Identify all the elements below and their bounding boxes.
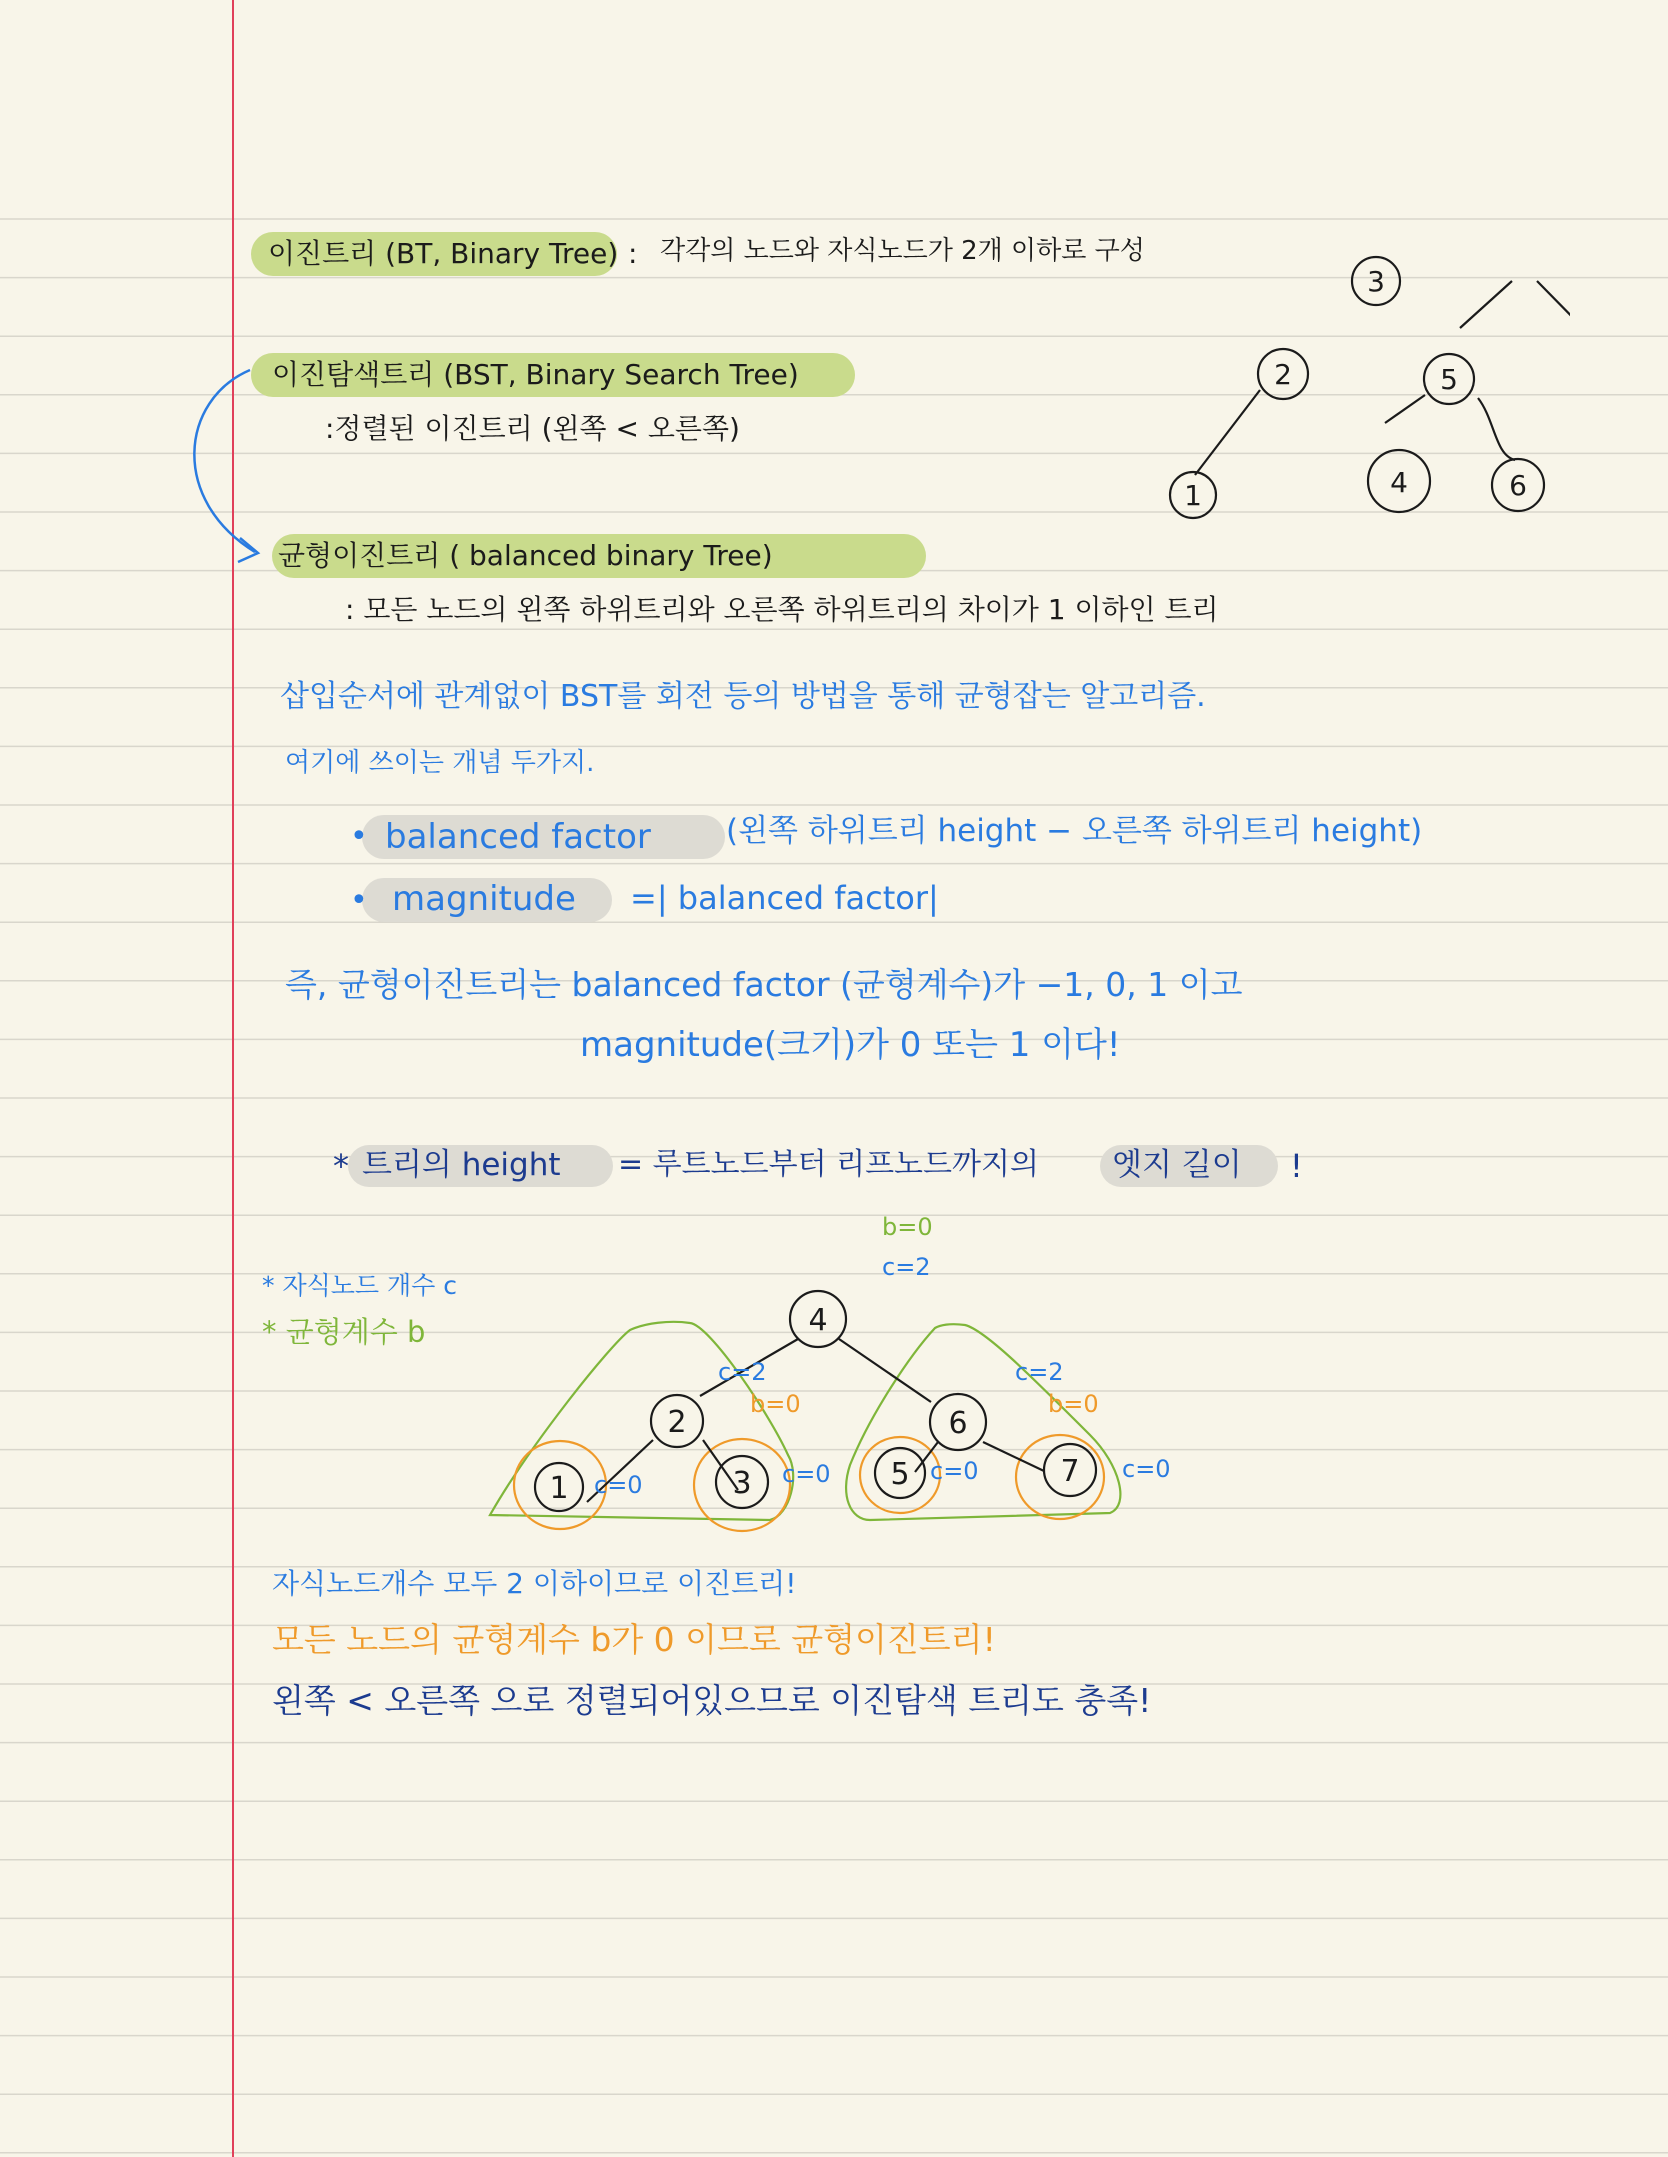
height-note-term: 트리의 height [362,1147,561,1183]
node3-c-label: c=0 [782,1460,831,1488]
node1-c-label: c=0 [594,1471,643,1499]
node2-b-label: b=0 [750,1390,801,1418]
bullet-dot-1: • [350,819,368,854]
height-note-suffix: ! [1290,1147,1303,1185]
small-node-3-label: 3 [1367,265,1385,298]
bbt-term: 균형이진트리 ( balanced binary Tree) [278,539,773,572]
concepts-note: 여기에 쓰이는 개념 두가지. [285,748,595,778]
small-node-6-label: 6 [1509,469,1527,502]
big-node-7-label: 7 [1060,1454,1080,1489]
root-c-label: c=2 [882,1253,931,1281]
bullet-dot-2: • [350,883,368,918]
conclusion-line-1: 즉, 균형이진트리는 balanced factor (균형계수)가 −1, 0, 1 이고 [285,965,1243,1004]
big-node-6-label: 6 [948,1406,968,1441]
height-note-emph: 엣지 길이 [1112,1147,1242,1183]
magnitude-term: magnitude [392,879,576,919]
small-node-1-label: 1 [1184,479,1202,512]
bt-separator: : [628,237,638,270]
bt-description: 각각의 노드와 자식노드가 2개 이하로 구성 [660,236,1145,266]
small-binary-tree [1150,245,1570,530]
height-note-prefix: * [333,1147,349,1185]
balanced-binary-tree [470,1215,1250,1555]
big-node-5-label: 5 [890,1457,910,1492]
magnitude-desc: =| balanced factor| [630,879,939,917]
algorithm-note: 삽입순서에 관계없이 BST를 회전 등의 방법을 통해 균형잡는 알고리즘. [280,679,1206,714]
balanced-factor-term: balanced factor [385,817,651,857]
small-node-2-label: 2 [1274,358,1292,391]
height-note-middle: = 루트노드부터 리프노드까지의 [618,1147,1039,1182]
balanced-factor-desc: (왼쪽 하위트리 height − 오른쪽 하위트리 height) [726,813,1423,849]
conclusion-line-2: magnitude(크기)가 0 또는 1 이다! [580,1025,1121,1065]
node7-c-label: c=0 [1122,1455,1171,1483]
node5-c-label: c=0 [930,1457,979,1485]
big-node-2-label: 2 [667,1405,687,1440]
small-node-5-label: 5 [1440,363,1458,396]
bt-term: 이진트리 (BT, Binary Tree) [268,237,619,270]
node6-c-label: c=2 [1015,1358,1064,1386]
legend-balance-factor: * 균형계수 b [262,1315,426,1349]
big-node-1-label: 1 [549,1471,569,1506]
small-node-4-label: 4 [1390,466,1408,499]
summary-line-2: 모든 노드의 균형계수 b가 0 이므로 균형이진트리! [272,1620,996,1659]
curved-arrow [194,370,255,552]
node6-b-label: b=0 [1048,1390,1099,1418]
bst-term: 이진탐색트리 (BST, Binary Search Tree) [272,358,799,391]
big-node-4-label: 4 [808,1303,828,1338]
summary-line-3: 왼쪽 < 오른쪽 으로 정렬되어있으므로 이진탐색 트리도 충족! [272,1681,1152,1720]
root-b-label: b=0 [882,1215,933,1241]
right-subtree-outline [846,1324,1120,1520]
node2-c-label: c=2 [718,1358,767,1386]
bbt-description: : 모든 노드의 왼쪽 하위트리와 오른쪽 하위트리의 차이가 1 이하인 트리 [345,593,1219,626]
summary-line-1: 자식노드개수 모두 2 이하이므로 이진트리! [272,1567,797,1600]
big-node-3-label: 3 [732,1466,752,1501]
bst-description: :정렬된 이진트리 (왼쪽 < 오른쪽) [325,412,740,445]
legend-child-count: * 자식노드 개수 c [262,1271,457,1300]
